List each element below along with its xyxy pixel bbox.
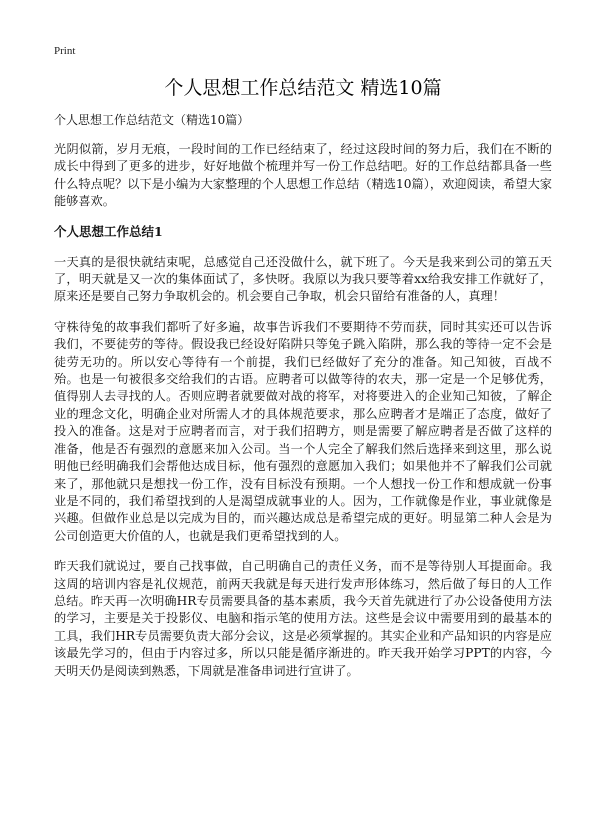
body-paragraph-2: 守株待兔的故事我们都听了好多遍，故事告诉我们不要期待不劳而获，同时其实还可以告诉我们，不要徒劳的等待。假设我已经设好陷阱只等兔子跳入陷阱，那么我的等待一定不会是徒劳无功的。所以安心等待有一个前提，我们已经做好了充分的准备。知己知彼，百战不殆。也是一句被很多交给我们的古语。应聘者可以做等待的农夫，那一定是一个足够优秀，值得别人去寻找的人。否则应聘者就要做对战的将军，对将要进入的企业知己知彼，了解企业的理念文化，明确企业对所需人才的具体规范要求，那么应聘者才是端正了态度，做好了投入的准备。这是对于应聘者而言，对于我们招聘方，则是需要了解应聘者是否做了这样的准备，他是否有强烈的意愿来加入公司。当一个人完全了解我们然后选择来到这里，那么说明他已经明确我们会帮他达成目标，他有强烈的意愿加入我们；如果他并不了解我们公司就来了，那他就只是想找一份工作，没有目标没有预期。一个人想找一份工作和想成就一份事业是不同的，我们希望找到的人是渴望成就事业的人。因为，工作就像是作业，事业就像是兴趣。但做作业总是以完成为目的，而兴趣达成总是希望完成的更好。明显第二种人会是为公司创造更大价值的人，也就是我们更希望找到的人。: [54, 319, 552, 543]
page-title: 个人思想工作总结范文 精选10篇: [164, 77, 442, 99]
document-body: [54, 76, 552, 693]
body-paragraph-3: 昨天我们就说过，要自己找事做，自己明确自己的责任义务，而不是等待别人耳提面命。我这周的培训内容是礼仪规范，前两天我就是每天进行发声形体练习，然后做了每日的人工作总结。昨天再一次明确HR专员需要具备的基本素质，我今天首先就进行了办公设备使用方法的学习，主要是关于投影仪、电脑和指示笔的使用方法。这些是会议中需要用到的最基本的工具，我们HR专员需要负责大部分会议，这是必须掌握的。其实企业和产品知识的内容是应该最先学习的，但由于内容过多，所以只能是循序渐进的。昨天我开始学习PPT的内容，今天明天仍是阅读到熟悉，下周就是准备串词进行宣讲了。: [54, 559, 552, 678]
intro-paragraph: 光阴似箭，岁月无痕，一段时间的工作已经结束了，经过这段时间的努力后，我们在不断的成长中得到了更多的进步，好好地做个梳理并写一份工作总结吧。好的工作总结都具备一些什么特点呢？以下是小编为大家整理的个人思想工作总结（精选10篇），欢迎阅读，希望大家能够喜欢。: [54, 142, 552, 209]
print-link[interactable]: Print: [54, 45, 76, 57]
document-subtitle: 个人思想工作总结范文（精选10篇）: [54, 113, 250, 127]
body-paragraph-1: 一天真的是很快就结束呢，总感觉自己还没做什么，就下班了。今天是我来到公司的第五天了，明天就是又一次的集体面试了，多快呀。我原以为我只要等着xx给我安排工作就好了，原来还是要自己努力争取机会的。机会要自己争取，机会只留给有准备的人，真理！: [54, 254, 552, 304]
section-heading: 个人思想工作总结1: [54, 223, 163, 239]
